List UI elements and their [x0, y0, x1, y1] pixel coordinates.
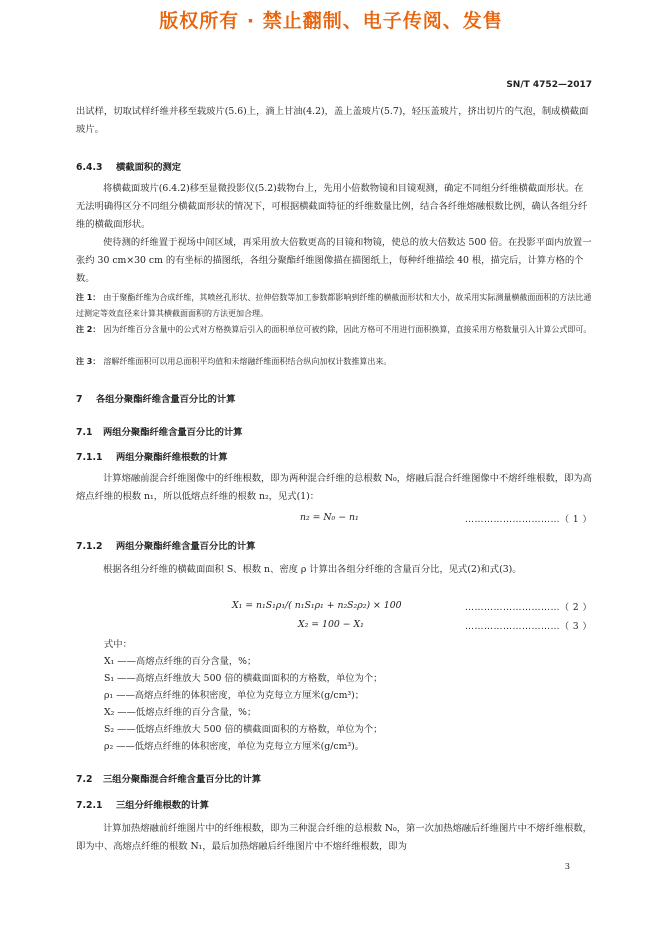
watermark: 版权所有 · 禁止翻制、电子传阅、发售 [159, 10, 503, 32]
section-title: 两组分聚酯纤维根数的计算 [116, 452, 228, 463]
section-number: 7.1.1 [76, 452, 103, 463]
where-label: 式中： [104, 639, 132, 650]
section-6-4-3-heading [76, 159, 181, 173]
paragraph-text: 使待测的纤维置于视场中间区域，再采用放大倍数更高的目镜和物镜，使总的放大倍数达 500 倍。在投影平面内放置一张约 30 cm×30 cm 的有坐标的描图纸，各组分聚酯纤维图像描在描图纸上，每种纤维描绘 40 根，描完后，计算方格的个数。 [76, 237, 592, 284]
paragraph-7-2-1 [76, 820, 592, 856]
symbol-definition: X₁ ——高熔点纤维的百分含量，%； [104, 656, 257, 667]
note-text: 溶解纤维面积可以用总面积平均值和未熔融纤维面积结合纵向加权计数推算出来。 [103, 357, 392, 366]
note-label: 注 3： [76, 357, 101, 366]
section-title: 各组分聚酯纤维含量百分比的计算 [96, 394, 236, 405]
paragraph-7-1-1 [76, 470, 592, 506]
section-number: 7.2 [76, 774, 93, 785]
section-number: 7.1.2 [76, 541, 103, 552]
note-2 [76, 322, 592, 338]
standard-number: SN/T 4752—2017 [506, 80, 592, 90]
paragraph-text: 将横截面玻片(6.4.2)移至显微投影仪(5.2)载物台上，先用小倍数物镜和目镜观测，确定不同组分纤维横截面形状。在无法明确得区分不同组分横截面形状的情况下，可根据横截面特征的纤维数量比例，结合各纤维熔融根数比例，确认各组分纤维的横截面形状。 [76, 183, 588, 230]
formula-2: X₁ = n₁S₁ρ₁/( n₁S₁ρ₁ + n₂S₂ρ₂) × 100 [232, 600, 402, 611]
symbol-definition: X₂ ——低熔点纤维的百分含量，%； [104, 707, 257, 718]
section-number: 6.4.3 [76, 162, 103, 173]
section-number: 7.1 [76, 427, 93, 438]
symbol-definition: S₁ ——高熔点纤维放大 500 倍的横截面面积的方格数，单位为个； [104, 673, 383, 684]
paragraph-6-4-3-b [76, 234, 592, 288]
section-title: 横截面积的测定 [116, 162, 182, 173]
section-7-2-1-heading [76, 797, 209, 811]
formula-3-number: …………………………（ 3 ） [465, 622, 592, 632]
section-number: 7.2.1 [76, 800, 103, 811]
formula-1-number: …………………………（ 1 ） [465, 515, 592, 525]
formula-3: X₂ = 100 − X₁ [298, 619, 364, 630]
symbol-definition: S₂ ——低熔点纤维放大 500 倍的横截面面积的方格数，单位为个； [104, 724, 383, 735]
paragraph-text: 计算熔融前混合纤维图像中的纤维根数，即为两种混合纤维的总根数 N₀，熔融后混合纤维图像中不熔纤维根数，即为高熔点纤维的根数 n₁，所以低熔点纤维的根数 n₂，见式(1)： [76, 473, 592, 502]
note-label: 注 2： [76, 325, 101, 334]
section-title: 两组分聚酯纤维含量百分比的计算 [103, 427, 243, 438]
note-text: 因为纤维百分含量中的公式对方格换算后引入的面积单位可被约除，因此方格可不用进行面积换算，直接采用方格数量引入计算公式即可。 [103, 325, 592, 334]
paragraph-intro: 出试样，切取试样纤维并移至载玻片(5.6)上，滴上甘油(4.2)，盖上盖玻片(5.7)，轻压盖玻片，挤出切片的气泡，制成横截面玻片。 [76, 106, 589, 135]
section-title: 三组分聚酯混合纤维含量百分比的计算 [103, 774, 262, 785]
section-number: 7 [76, 394, 83, 405]
section-7-heading [76, 391, 235, 405]
paragraph-6-4-3-a [76, 180, 592, 234]
note-1 [76, 290, 592, 322]
note-3 [76, 354, 592, 370]
section-7-1-1-heading [76, 449, 228, 463]
formula-2-number: …………………………（ 2 ） [465, 603, 592, 613]
section-title: 三组分纤维根数的计算 [116, 800, 209, 811]
paragraph-text: 根据各组分纤维的横截面面积 S、根数 n、密度 ρ 计算出各组分纤维的含量百分比，见式(2)和式(3)。 [103, 564, 522, 575]
section-7-1-2-heading [76, 538, 255, 552]
paragraph-text: 计算加热熔融前纤维图片中的纤维根数，即为三种混合纤维的总根数 N₀，第一次加热熔融后纤维图片中不熔纤维根数，即为中、高熔点纤维的根数 N₁，最后加热熔融后纤维图片中不熔纤维根数，即为 [76, 823, 592, 852]
symbol-definition: ρ₁ ——高熔点纤维的体积密度，单位为克每立方厘米(g/cm³)； [104, 690, 365, 701]
paragraph-7-1-2 [76, 561, 592, 579]
page-number: 3 [564, 862, 570, 871]
section-7-2-heading [76, 771, 261, 785]
note-label: 注 1： [76, 293, 101, 302]
symbol-definition: ρ₂ ——低熔点纤维的体积密度，单位为克每立方厘米(g/cm³)。 [104, 741, 365, 752]
formula-1: n₂ = N₀ − n₁ [300, 512, 359, 523]
note-text: 由于聚酯纤维为合成纤维，其喷丝孔形状、拉伸倍数等加工参数都影响到纤维的横截面形状和大小，故采用实际测量横截面面积的方法比通过测定等效直径来计算其横截面面积的方法更加合理。 [76, 293, 592, 318]
section-7-1-heading [76, 424, 242, 438]
section-title: 两组分聚酯纤维含量百分比的计算 [116, 541, 256, 552]
